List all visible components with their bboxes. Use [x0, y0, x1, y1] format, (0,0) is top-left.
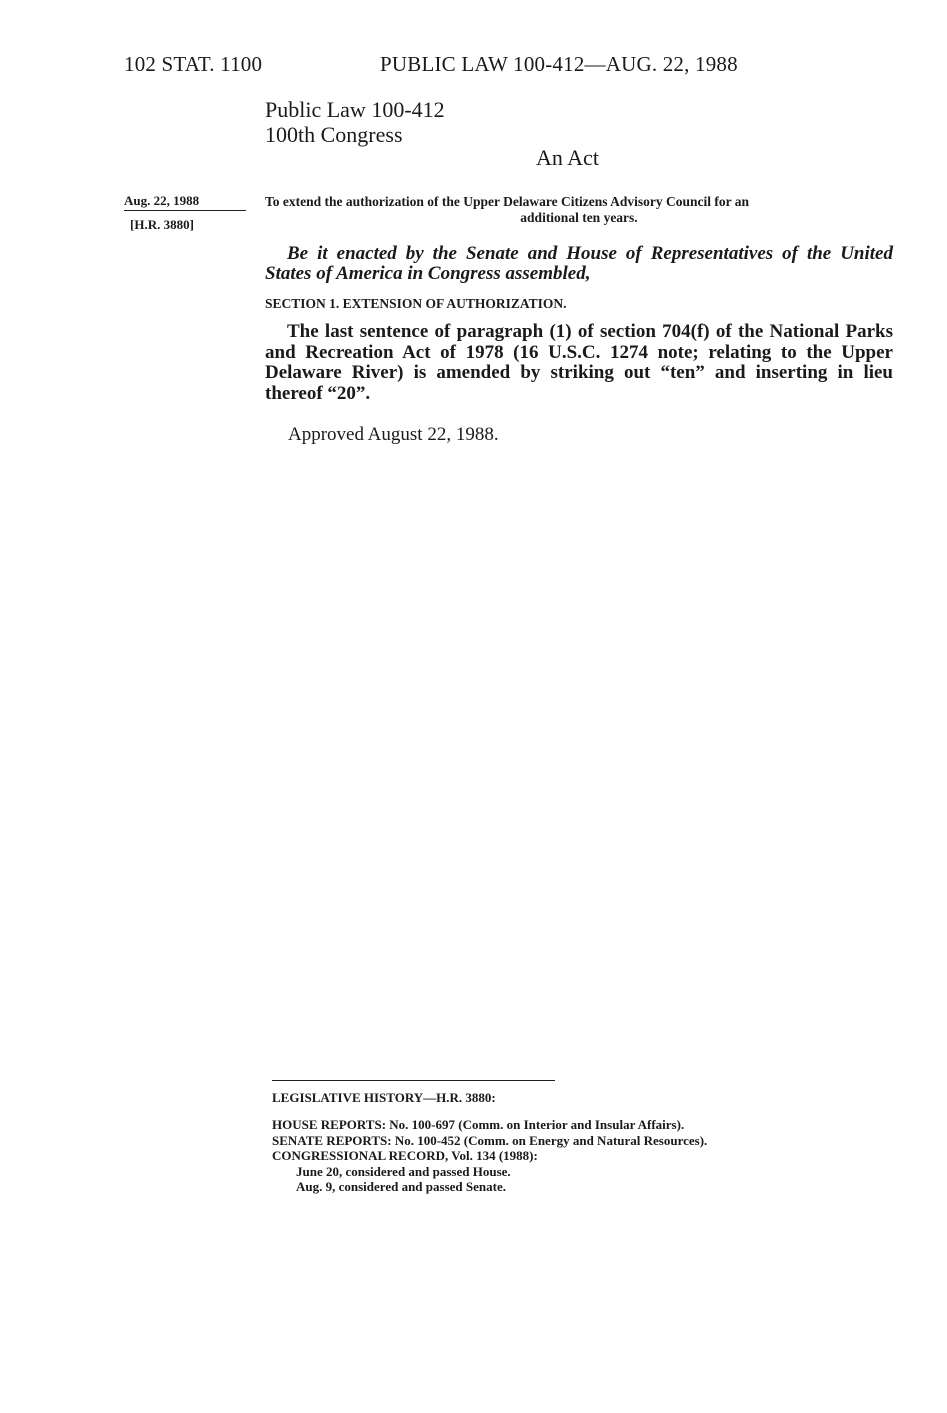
- margin-divider: [124, 210, 246, 211]
- stat-page-number: 102 STAT. 1100: [124, 52, 263, 76]
- legislative-history-divider: [272, 1080, 555, 1081]
- act-label: An Act: [536, 145, 599, 170]
- long-title-line-2: additional ten years.: [520, 210, 638, 225]
- long-title-line-1: To extend the authorization of the Upper Delaware Citizens Advisory Council for an: [265, 194, 749, 209]
- enacting-clause: Be it enacted by the Senate and House of Representatives of the United States of America in Congress assembled,: [265, 243, 893, 284]
- section-text: The last sentence of paragraph (1) of section 704(f) of the National Parks and Recreation Act of 1978 (16 U.S.C. 1274 note; relating to the Upper Delaware River) is amended by striking out “ten” and inserting in lieu thereof “20”.: [265, 321, 893, 404]
- history-action: Aug. 9, considered and passed Senate.: [296, 1179, 506, 1194]
- margin-date: Aug. 22, 1988: [124, 193, 200, 208]
- house-reports: HOUSE REPORTS: No. 100-697 (Comm. on Interior and Insular Affairs).: [272, 1117, 685, 1132]
- section-heading: SECTION 1. EXTENSION OF AUTHORIZATION.: [265, 296, 567, 311]
- approval-date: Approved August 22, 1988.: [288, 424, 499, 445]
- public-law-number: Public Law 100-412: [265, 97, 445, 122]
- senate-reports: SENATE REPORTS: No. 100-452 (Comm. on Energy and Natural Resources).: [272, 1132, 708, 1148]
- history-action: June 20, considered and passed House.: [296, 1163, 511, 1179]
- congress-number: 100th Congress: [265, 122, 403, 147]
- law-title-block: [265, 97, 445, 147]
- legislative-history-heading: LEGISLATIVE HISTORY—H.R. 3880:: [272, 1090, 496, 1105]
- running-title: PUBLIC LAW 100-412—AUG. 22, 1988: [380, 52, 738, 76]
- congressional-record: CONGRESSIONAL RECORD, Vol. 134 (1988):: [272, 1148, 538, 1163]
- margin-bill-number: [H.R. 3880]: [130, 217, 194, 232]
- long-title: [265, 194, 893, 226]
- legislative-history-list: [272, 1117, 707, 1195]
